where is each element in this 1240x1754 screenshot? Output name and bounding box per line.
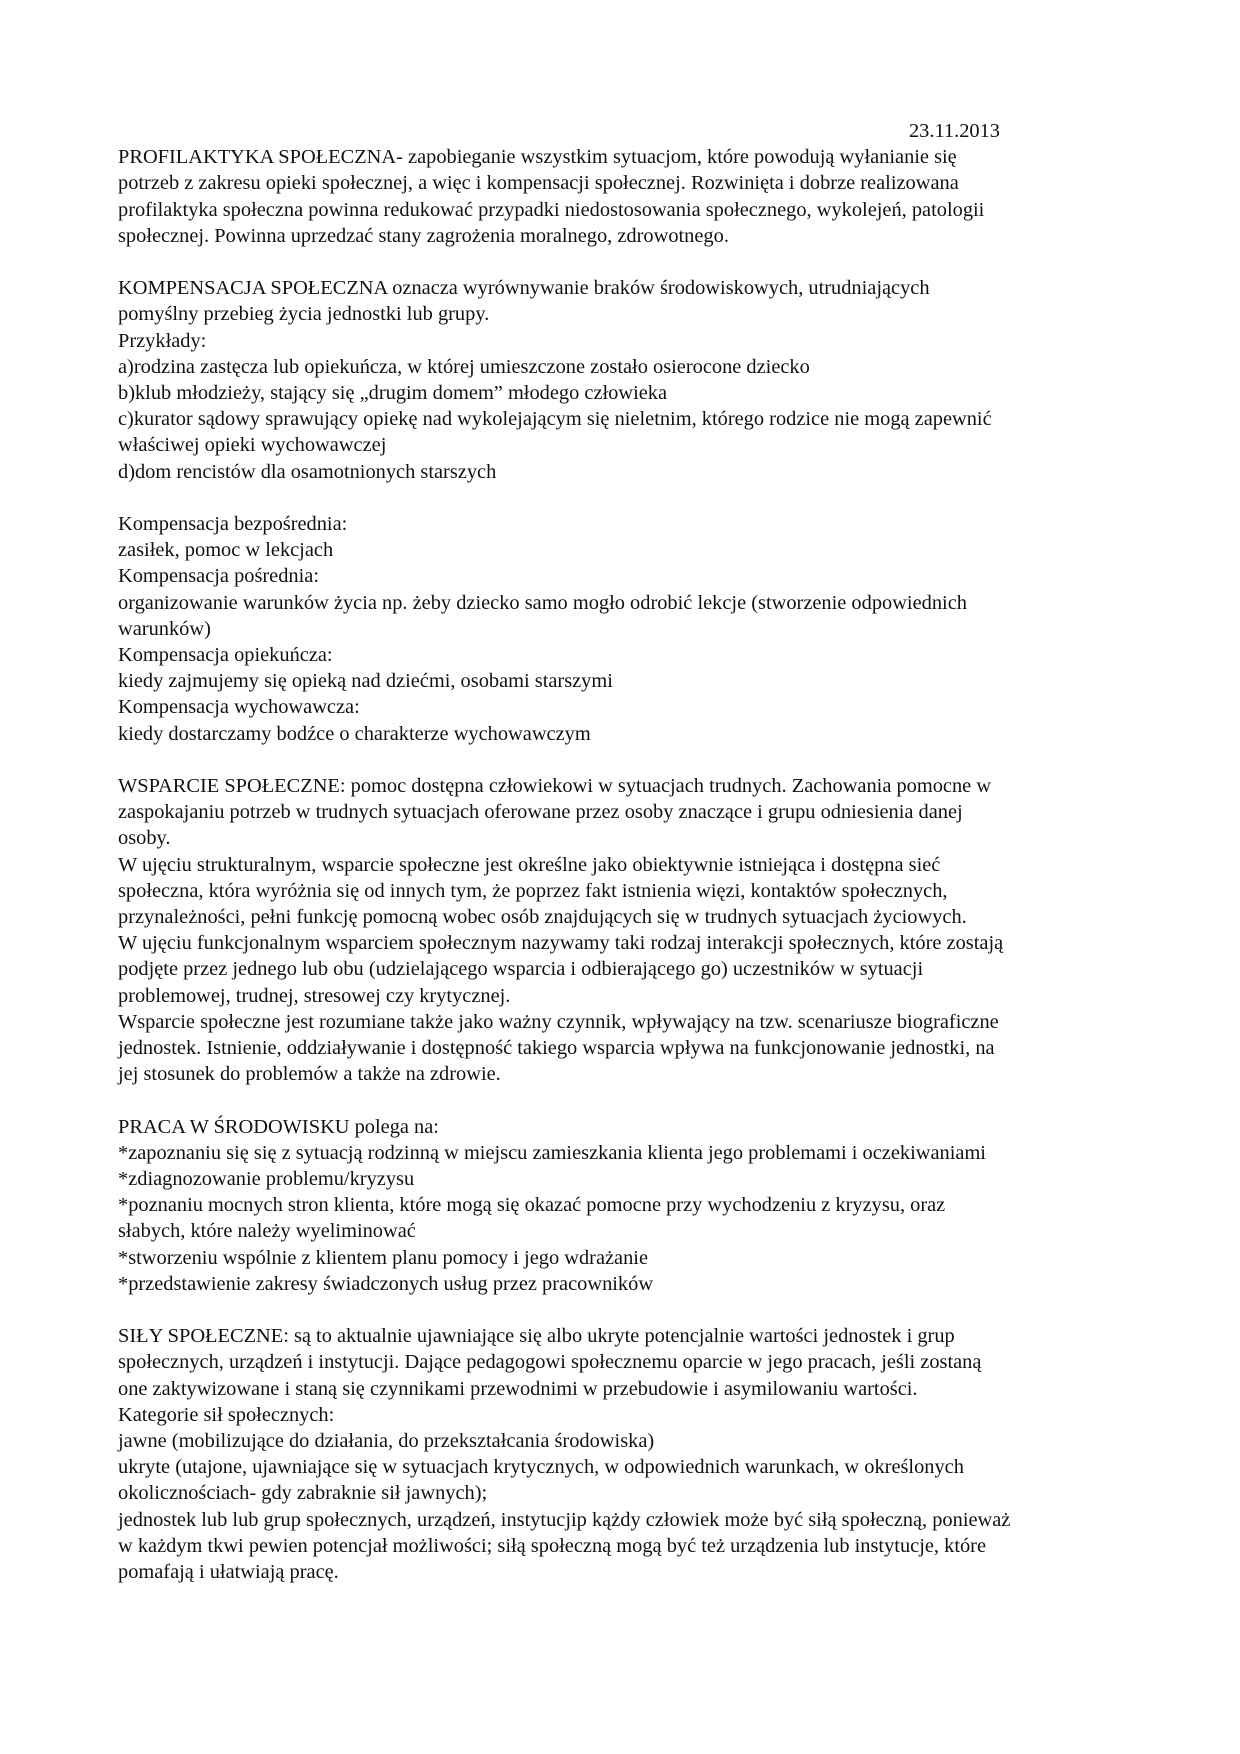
text-line: a)rodzina zastęcza lub opiekuńcza, w której umieszczone zostało osierocone dziecko xyxy=(118,355,810,378)
text-line: osoby. xyxy=(118,827,171,850)
paragraph-spacer xyxy=(118,249,1128,275)
text-line: społecznej. Powinna uprzedzać stany zagrożenia moralnego, zdrowotnego. xyxy=(118,224,729,247)
text-line: ukryte (utajone, ujawniające się w sytuacjach krytycznych, w odpowiednich warunkach, w określonych xyxy=(118,1456,964,1479)
text-line: *zapoznaniu się się z sytuacją rodzinną w miejscu zamieszkania klienta jego problemami i oczekiwaniami xyxy=(118,1141,986,1164)
paragraph-spacer xyxy=(118,1297,1128,1323)
text-line: c)kurator sądowy sprawujący opiekę nad wykolejającym się nieletnim, którego rodzice nie mogą zapewnić xyxy=(118,408,992,431)
text-line: zaspokajaniu potrzeb w trudnych sytuacjach oferowane przez osoby znaczące i grupu odniesienia danej xyxy=(118,801,963,824)
text-line: okolicznościach- gdy zabraknie sił jawnych); xyxy=(118,1482,488,1505)
text-line: Kompensacja bezpośrednia: xyxy=(118,513,348,536)
text-line: społeczna, która wyróżnia się od innych tym, że poprzez fakt istnienia więzi, kontaktów społecznych, xyxy=(118,879,948,902)
text-line: SIŁY SPOŁECZNE: są to aktualnie ujawniające się albo ukryte potencjalnie wartości jednostek i grup xyxy=(118,1325,955,1348)
paragraph-wsparcie xyxy=(118,773,1128,1087)
text-line: PRACA W ŚRODOWISKU polega na: xyxy=(118,1115,439,1138)
paragraph-spacer xyxy=(118,747,1128,773)
text-line: jednostek lub lub grup społecznych, urządzeń, instytucjip kążdy człowiek może być siłą społeczną, ponieważ xyxy=(118,1508,1011,1531)
text-line: organizowanie warunków życia np. żeby dziecko samo mogło odrobić lekcje (stworzenie odpowiednich xyxy=(118,591,967,614)
paragraph-spacer xyxy=(118,1087,1128,1113)
text-line: pomyślny przebieg życia jednostki lub grupy. xyxy=(118,303,490,326)
text-line: one zaktywizowane i staną się czynnikami przewodnimi w przebudowie i asymilowaniu wartości. xyxy=(118,1377,918,1400)
text-line: jednostek. Istnienie, oddziaływanie i dostępność takiego wsparcia wpływa na funkcjonowanie jednostki, na xyxy=(118,1037,995,1060)
paragraph-profilaktyka xyxy=(118,144,1128,249)
paragraph-praca xyxy=(118,1114,1128,1297)
text-line: b)klub młodzieży, stający się „drugim domem” młodego człowieka xyxy=(118,382,668,405)
text-line: *poznaniu mocnych stron klienta, które mogą się okazać pomocne przy wychodzeniu z kryzysu, oraz xyxy=(118,1194,946,1217)
text-line: warunków) xyxy=(118,617,211,640)
text-line: *przedstawienie zakresy świadczonych usług przez pracowników xyxy=(118,1272,654,1295)
paragraph-rodzaje-kompensacji xyxy=(118,511,1128,747)
text-line: Kompensacja pośrednia: xyxy=(118,565,320,588)
text-line: Przykłady: xyxy=(118,329,207,352)
text-line: *zdiagnozowanie problemu/kryzysu xyxy=(118,1168,415,1191)
text-line: KOMPENSACJA SPOŁECZNA oznacza wyrównywanie braków środowiskowych, utrudniających xyxy=(118,277,930,300)
text-line: kiedy zajmujemy się opieką nad dziećmi, osobami starszymi xyxy=(118,670,613,693)
text-line: słabych, które należy wyeliminować xyxy=(118,1220,416,1243)
text-line: jej stosunek do problemów a także na zdrowie. xyxy=(118,1063,501,1086)
text-line: WSPARCIE SPOŁECZNE: pomoc dostępna człowiekowi w sytuacjach trudnych. Zachowania pomocne w xyxy=(118,775,992,798)
text-line: jawne (mobilizujące do działania, do przekształcania środowiska) xyxy=(118,1430,655,1453)
document-body xyxy=(118,144,1128,1585)
text-line: Kompensacja wychowawcza: xyxy=(118,696,360,719)
text-line: pomafają i ułatwiają pracę. xyxy=(118,1561,339,1584)
text-line: potrzeb z zakresu opieki społecznej, a więc i kompensacji społecznej. Rozwinięta i dobrze realizowana xyxy=(118,172,959,195)
paragraph-sily xyxy=(118,1323,1128,1585)
text-line: Kategorie sił społecznych: xyxy=(118,1403,335,1426)
document-page xyxy=(118,118,1128,1585)
text-line: zasiłek, pomoc w lekcjach xyxy=(118,539,334,562)
paragraph-spacer xyxy=(118,485,1128,511)
text-line: społecznych, urządzeń i instytucji. Dające pedagogowi społecznemu oparcie w jego pracach, jeśli zostaną xyxy=(118,1351,982,1374)
text-line: d)dom rencistów dla osamotnionych starszych xyxy=(118,460,497,483)
paragraph-kompensacja xyxy=(118,275,1128,485)
text-line: problemowej, trudnej, stresowej czy krytycznej. xyxy=(118,984,511,1007)
text-line: *stworzeniu wspólnie z klientem planu pomocy i jego wdrażanie xyxy=(118,1246,649,1269)
text-line: profilaktyka społeczna powinna redukować przypadki niedostosowania społecznego, wykolejeń, patologii xyxy=(118,198,985,221)
document-date: 23.11.2013 xyxy=(908,120,1000,142)
text-line: kiedy dostarczamy bodźce o charakterze wychowawczym xyxy=(118,722,591,745)
text-line: W ujęciu strukturalnym, wsparcie społeczne jest określne jako obiektywnie istniejąca i dostępna sieć xyxy=(118,853,941,876)
text-line: właściwej opieki wychowawczej xyxy=(118,434,387,457)
text-line: Kompensacja opiekuńcza: xyxy=(118,644,333,667)
text-line: przynależności, pełni funkcję pomocną wobec osób znajdujących się w trudnych sytuacjach życiowych. xyxy=(118,906,967,929)
text-line: Wsparcie społeczne jest rozumiane także jako ważny czynnik, wpływający na tzw. scenariusze biograficzne xyxy=(118,1010,999,1033)
text-line: podjęte przez jednego lub obu (udzielającego wsparcia i odbierającego go) uczestników w sytuacji xyxy=(118,958,924,981)
text-line: w każdym tkwi pewien potencjał możliwości; siłą społeczną mogą być też urządzenia lub instytucje, które xyxy=(118,1534,987,1557)
text-line: PROFILAKTYKA SPOŁECZNA- zapobieganie wszystkim sytuacjom, które powodują wyłanianie się xyxy=(118,146,957,169)
text-line: W ujęciu funkcjonalnym wsparciem społecznym nazywamy taki rodzaj interakcji społecznych, które zostają xyxy=(118,932,1004,955)
